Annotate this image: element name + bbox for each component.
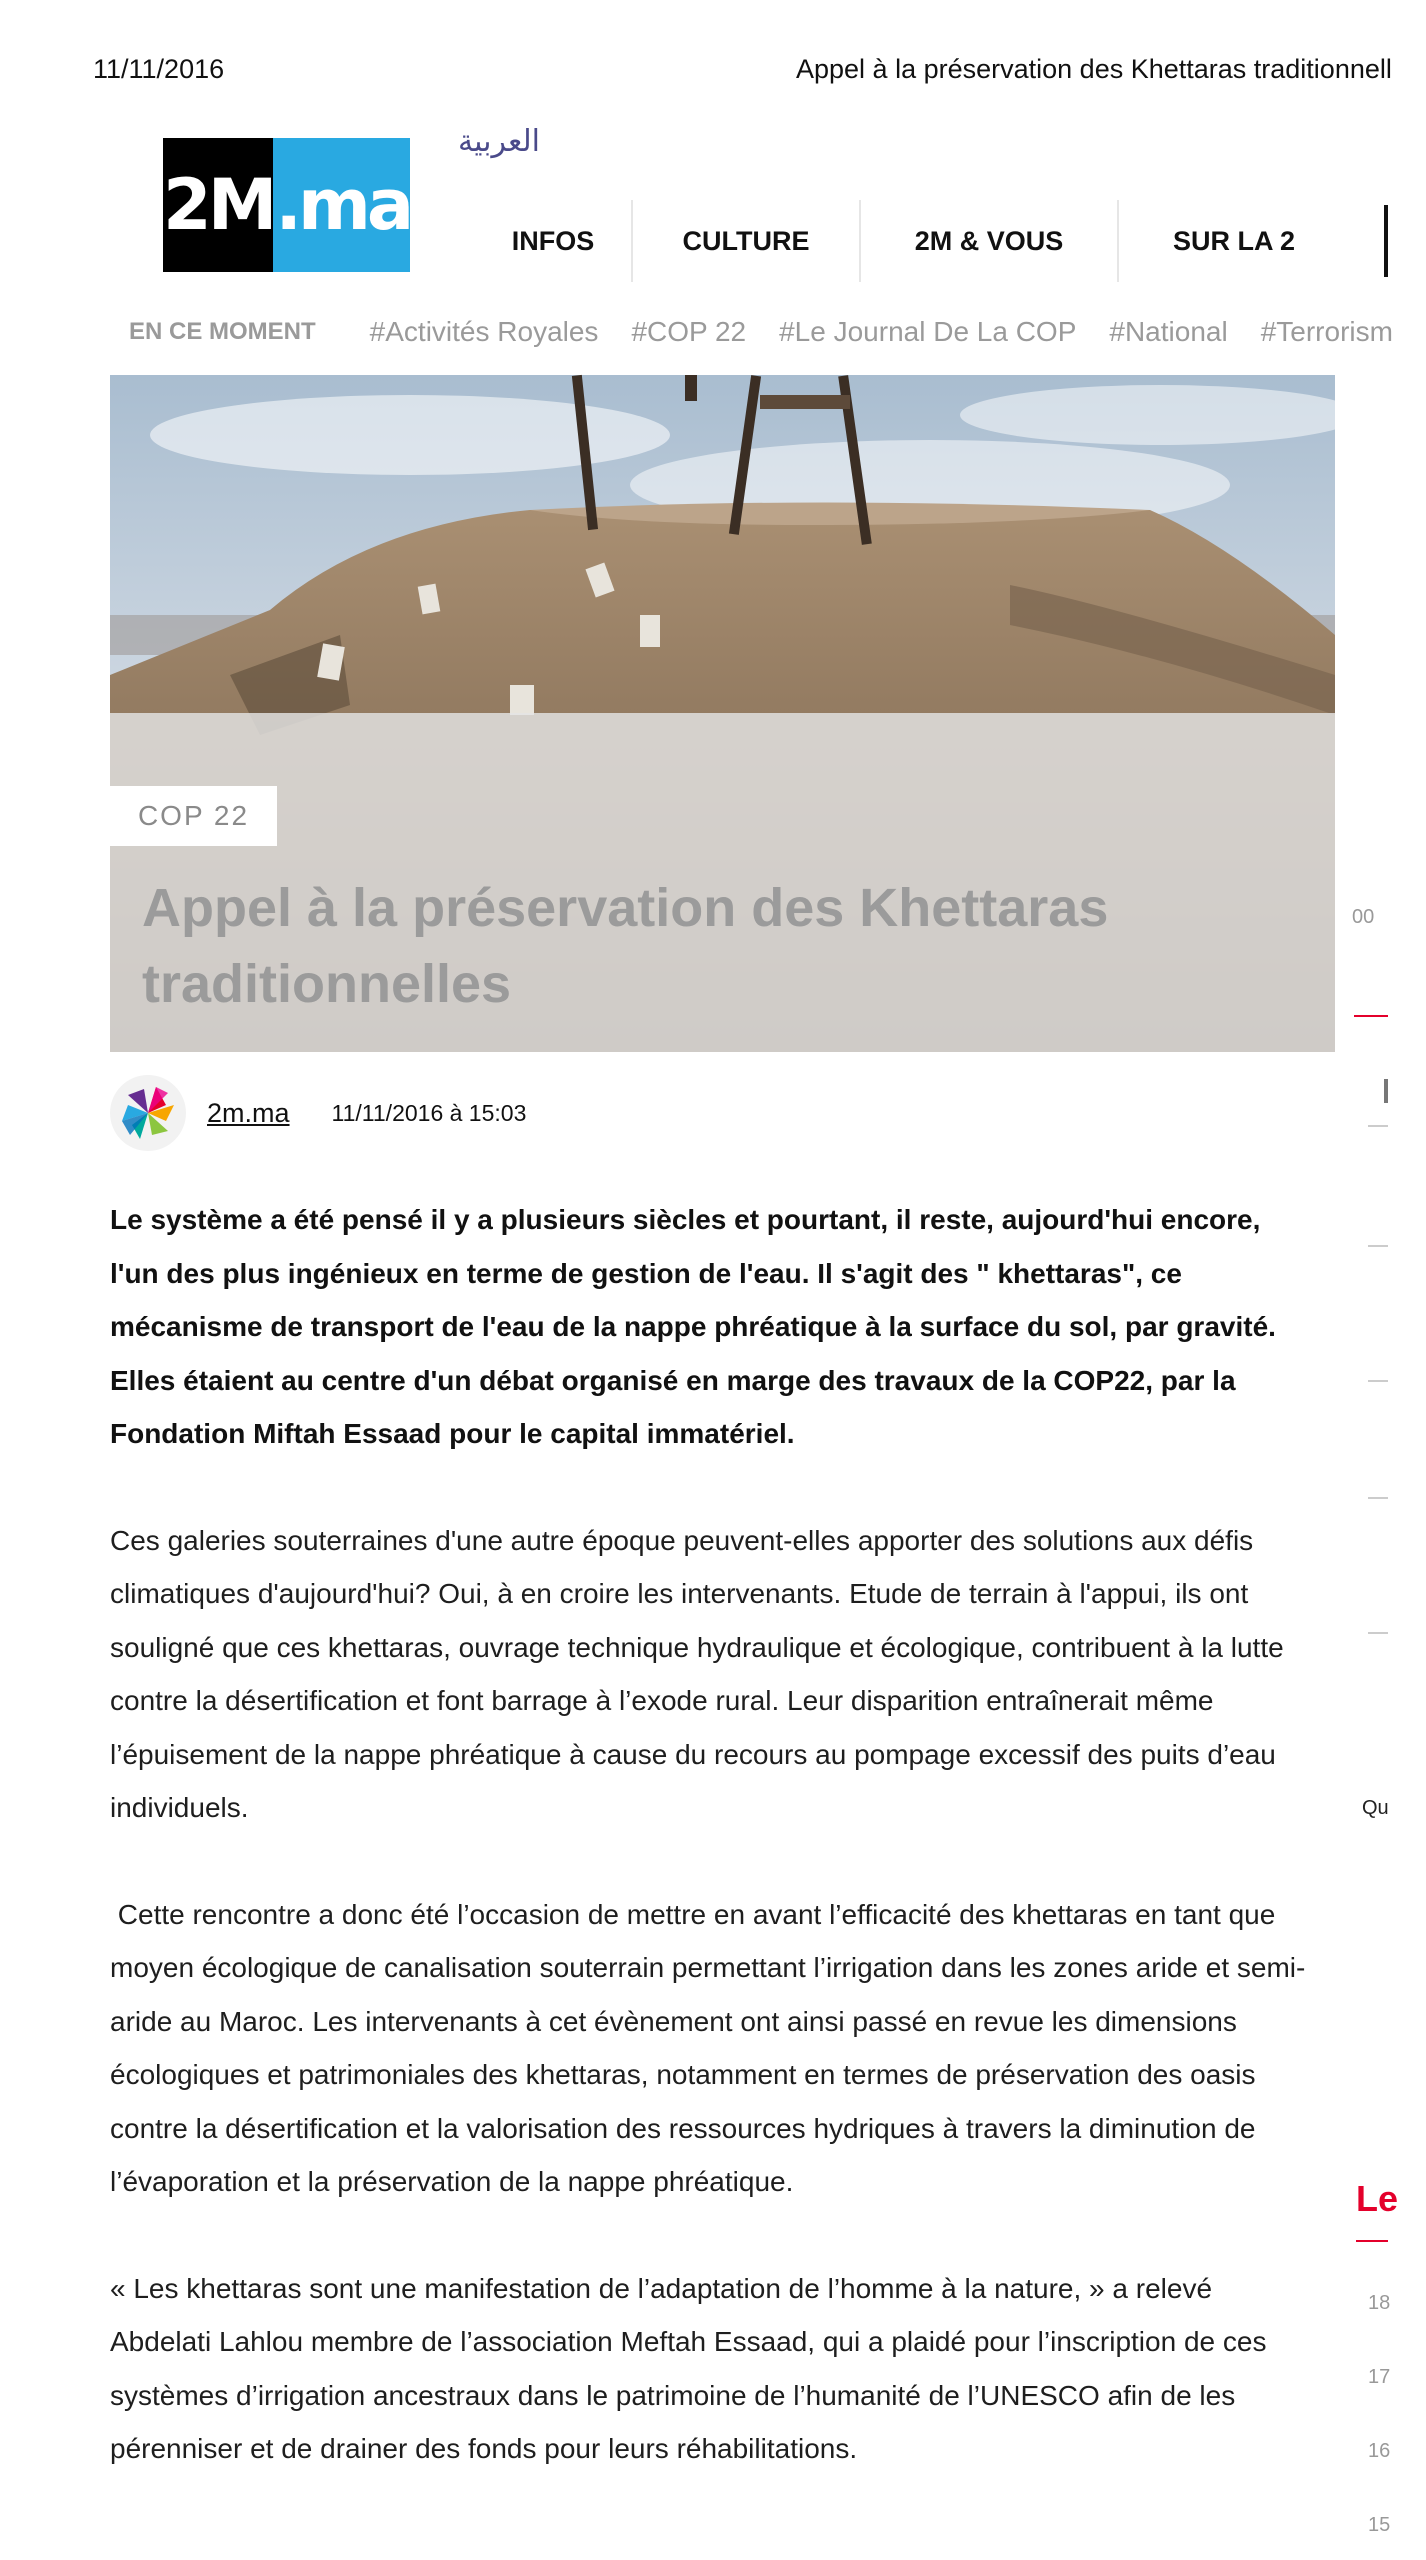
sidebar-divider <box>1368 1497 1388 1499</box>
logo-black-block <box>163 138 273 272</box>
sidebar-section-title: Le <box>1356 2178 1399 2219</box>
article-paragraph: « Les khettaras sont une manifestation de l’adaptation de l’homme à la nature, » a relevé Abdelati Lahlou membre de l’association Meftah Essaad, qui a plaidé pour l’inscription de ces systèmes d’irrigation ancestraux dans le patrimoine de l’humanité de l’UNESCO afin de les pérenniser et de drainer des fonds pour leurs réhabilitations. <box>110 2272 1275 2464</box>
arabic-language-link[interactable]: العربية <box>458 124 540 159</box>
article-lead-paragraph: Le système a été pensé il y a plusieurs siècles et pourtant, il reste, aujourd'hui encore, l'un des plus ingénieux en terme de gestion de l'eau. Il s'agit des " khettaras", ce mécanisme de transport de l'eau de la nappe phréatique à la surface du sol, par gravité. Elles étaient au centre d'un débat organisé en marge des travaux de la COP22, par la Fondation Miftah Essaad pour le capital immatériel. <box>110 1204 1284 1449</box>
trending-tag[interactable]: #National <box>1109 316 1228 347</box>
nav-sur-la-2[interactable]: SUR LA 2 <box>1172 225 1295 256</box>
trending-tag[interactable]: #Terrorism <box>1260 316 1393 347</box>
trending-bar <box>129 312 1426 352</box>
trending-tag[interactable]: #Activités Royales <box>369 316 599 347</box>
sidebar-divider <box>1368 1125 1388 1127</box>
author-row <box>110 1075 526 1151</box>
sidebar-red-rule <box>1356 2240 1388 2242</box>
logo-blue-block <box>273 138 410 272</box>
sidebar-divider <box>1368 1380 1388 1382</box>
trending-tag[interactable]: #Le Journal De La COP <box>779 316 1077 347</box>
nav-edge-divider <box>1384 205 1388 277</box>
sidebar-fragment: 00 <box>1352 906 1375 928</box>
author-link[interactable]: 2m.ma <box>207 1097 290 1128</box>
category-badge[interactable]: COP 22 <box>110 786 277 846</box>
sidebar-fragment: 17 <box>1368 2366 1391 2388</box>
nav-2m-vous[interactable]: 2M & VOUS <box>861 200 1119 282</box>
nav-culture[interactable]: CULTURE <box>633 200 861 282</box>
print-date: 11/11/2016 <box>93 54 225 84</box>
logo-text-ma: .ma <box>275 164 411 246</box>
sidebar-divider <box>1368 1245 1388 1247</box>
nav-infos[interactable]: INFOS <box>475 200 633 282</box>
main-nav <box>475 200 1349 282</box>
article-paragraph: Ces galeries souterraines d'une autre époque peuvent-elles apporter des solutions aux défis climatiques d'aujourd'hui? Oui, à en croire les intervenants. Etude de terrain à l'appui, ils ont souligné que ces khettaras, ouvrage technique hydraulique et écologique, contribuent à la lutte contre la désertification et font barrage à l’exode rural. Leur disparition entraînerait même l’épuisement de la nappe phréatique à cause du recours au pompage excessif des puits d’eau individuels. <box>110 1524 1292 1823</box>
site-logo[interactable] <box>163 138 411 272</box>
trending-label: EN CE MOMENT <box>129 318 316 345</box>
article-title: Appel à la préservation des Khettaras traditionnelles <box>142 878 1109 1014</box>
article-paragraph: Cette rencontre a donc été l’occasion de mettre en avant l’efficacité des khettaras en tant que moyen écologique de canalisation souterrain permettant l’irrigation dans les zones aride et semi-aride au Maroc. Les intervenants à cet évènement ont ainsi passé en revue les dimensions écologiques et patrimoniales des khettaras, notamment en termes de préservation des oasis contre la désertification et la valorisation des ressources hydriques à travers la diminution de l’évaporation et la préservation de la nappe phréatique. <box>110 1898 1306 2197</box>
sidebar-fragment: 15 <box>1368 2514 1391 2536</box>
sidebar-fragment: 16 <box>1368 2440 1391 2462</box>
trending-tag[interactable]: #COP 22 <box>631 316 747 347</box>
article-body <box>110 1193 1310 2529</box>
print-page-title: Appel à la préservation des Khettaras traditionnell <box>796 54 1392 84</box>
sidebar-fragment: Qu <box>1362 1797 1389 1819</box>
hero-image <box>110 375 1335 1052</box>
author-avatar[interactable] <box>110 1075 186 1151</box>
sidebar-red-rule <box>1354 1015 1388 1017</box>
sidebar-fragment: 18 <box>1368 2292 1391 2314</box>
sidebar-divider <box>1368 1632 1388 1634</box>
pinwheel-logo-icon <box>117 1082 179 1144</box>
sidebar-mark <box>1384 1079 1388 1103</box>
logo-text-2m: 2M <box>163 164 274 246</box>
publish-date: 11/11/2016 à 15:03 <box>331 1099 527 1126</box>
